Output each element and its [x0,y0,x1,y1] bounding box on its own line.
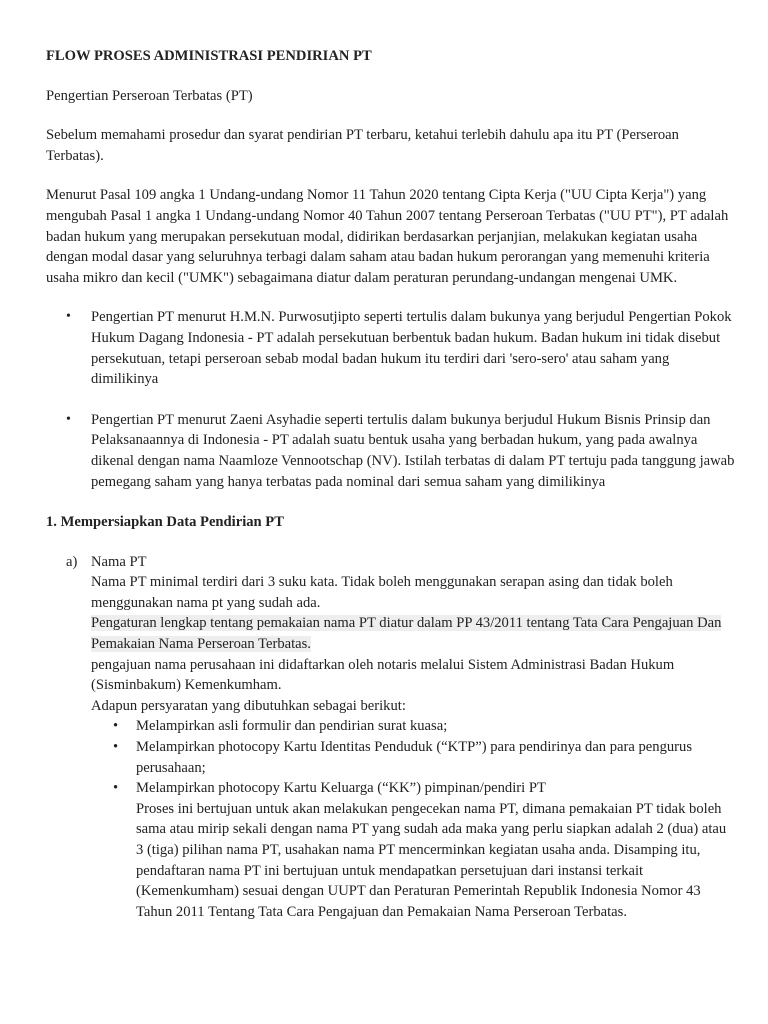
section-heading: 1. Mempersiapkan Data Pendirian PT [46,514,284,531]
list-item [91,716,736,737]
list-item [91,737,736,778]
item-line: pengajuan nama perusahaan ini didaftarkan oleh notaris melalui Sistem Administrasi Badan Hukum (Sisminbakum) Kemenkumham. [91,656,675,694]
item-line: Nama PT minimal terdiri dari 3 suku kata. Tidak boleh menggunakan serapan asing dan tidak boleh menggunakan nama pt yang sudah ada. [91,574,673,611]
list-item [46,307,736,389]
document-title: FLOW PROSES ADMINISTRASI PENDIRIAN PT [46,48,372,64]
bullet-icon: • [113,739,119,756]
highlighted-text: Pengaturan lengkap tentang pemakaian nama PT diatur dalam PP 43/2011 tentang Tata Cara Pengajuan Dan Pemakaian Nama Perseroan Terbatas. [91,615,722,653]
list-item-text: Melampirkan asli formulir dan pendirian surat kuasa; [136,718,448,735]
list-item-text: Proses ini bertujuan untuk akan melakukan pengecekan nama PT, dimana pemakaian PT tidak boleh sama atau mirip sekali dengan nama PT yang sudah ada maka yang perlu siapkan adalah 2 (dua) atau 3 (tiga) pilihan nama PT, usahakan nama PT mencerminkan kegiatan usaha anda. Disamping itu, pendaftaran nama PT ini bertujuan untuk mendapatkan persetujuan dari instansi terkait (Kemenkumham) sesuai dengan UUPT dan Peraturan Pemerintah Republik Indonesia Nomor 43 Tahun 2011 Tentang Tata Cara Pengajuan dan Pemakaian Nama Perseroan Terbatas. [136,800,727,920]
list-item-text: Pengertian PT menurut H.M.N. Purwosutjipto seperti tertulis dalam bukunya yang berjudul Pengertian Pokok Hukum Dagang Indonesia - PT adalah persekutuan berbentuk badan hukum. Badan hukum ini tidak disebut persekutuan, tetapi perseroan sebab modal badan hukum itu terdiri dari 'sero-sero' atau saham yang dimilikinya [91,309,732,388]
intro-paragraph: Sebelum memahami prosedur dan syarat pendirian PT terbaru, ketahui terlebih dahulu apa itu PT (Perseroan Terbatas). [46,127,679,164]
section-subtitle: Pengertian Perseroan Terbatas (PT) [46,87,253,104]
bullet-icon: • [66,411,71,427]
list-item-text: Melampirkan photocopy Kartu Keluarga (“KK”) pimpinan/pendiri PT [136,780,546,797]
list-item [46,410,736,492]
item-title: Nama PT [91,553,147,570]
list-marker: a) [66,553,78,570]
list-item-text: Melampirkan photocopy Kartu Identitas Penduduk (“KTP”) para pendirinya dan para pengurus perusahaan; [136,739,693,776]
definition-list [46,307,736,492]
requirements-list [91,716,736,922]
item-line: Adapun persyaratan yang dibutuhkan sebagai berikut: [91,697,406,714]
bullet-icon: • [66,309,71,325]
bullet-icon: • [113,780,119,797]
alpha-list-item [46,552,736,923]
bullet-icon: • [113,718,119,735]
document-page [46,46,736,922]
list-item [91,778,736,922]
list-item-text: Pengertian PT menurut Zaeni Asyhadie seperti tertulis dalam bukunya berjudul Hukum Bisnis Prinsip dan Pelaksanaannya di Indonesia - PT adalah suatu bentuk usaha yang berbadan hukum, yang pada awalnya dikenal dengan nama Naamloze Vennootschap (NV). Istilah terbatas di dalam PT tertuju pada tanggung jawab pemegang saham yang hanya terbatas pada nominal dari semua saham yang dimilikinya [91,411,735,490]
definition-paragraph: Menurut Pasal 109 angka 1 Undang-undang Nomor 11 Tahun 2020 tentang Cipta Kerja ("UU Cipta Kerja") yang mengubah Pasal 1 angka 1 Undang-undang Nomor 40 Tahun 2007 tentang Perseroan Terbatas ("UU PT"), PT adalah badan hukum yang merupakan persekutuan modal, didirikan berdasarkan perjanjian, melakukan kegiatan usaha dengan modal dasar yang seluruhnya terbagi dalam saham atau badan hukum perorangan yang memenuhi kriteria usaha mikro dan kecil ("UMK") sebagaimana diatur dalam peraturan perundang-undangan mengenai UMK. [46,187,729,286]
